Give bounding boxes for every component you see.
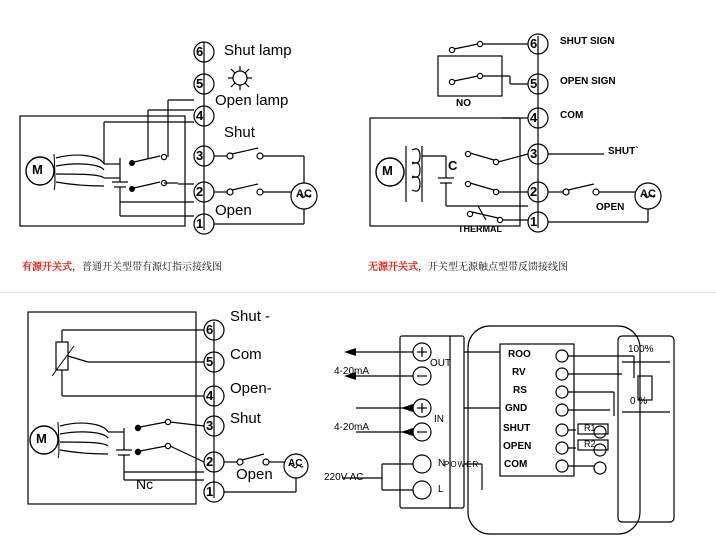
shut-label: SHUT` xyxy=(608,146,639,157)
board-terminal-rs: RS xyxy=(513,385,527,396)
terminal-3: 3 xyxy=(206,418,214,433)
terminal-4: 4 xyxy=(530,110,538,125)
terminal-5: 5 xyxy=(196,76,204,91)
terminal-3: 3 xyxy=(196,148,204,163)
panel-top-left xyxy=(8,6,348,246)
thermal-label: THERMAL xyxy=(458,224,502,234)
shut-minus-label: Shut - xyxy=(230,308,271,325)
ac-label: AC xyxy=(640,188,656,200)
terminal-6: 6 xyxy=(530,36,538,51)
caption-top-right-black: ，开关型无源触点型带反馈接线图 xyxy=(418,262,568,273)
motor-label: M xyxy=(382,163,393,178)
resistor-r1-label: R1 xyxy=(584,423,596,433)
resistor-r2-label: R2 xyxy=(584,439,596,449)
shut-sign-label: SHUT SIGN xyxy=(560,36,615,47)
section-divider xyxy=(0,292,716,293)
board-terminal-gnd: GND xyxy=(505,403,528,414)
com-label: Com xyxy=(230,346,262,363)
out-terminal-label: OUT xyxy=(430,358,452,369)
terminal-1: 1 xyxy=(530,214,538,229)
terminal-6: 6 xyxy=(196,44,204,59)
motor-label: M xyxy=(36,431,47,446)
open-label: Open xyxy=(236,466,273,483)
terminal-1: 1 xyxy=(206,484,214,499)
terminal-5: 5 xyxy=(530,76,538,91)
ac-label: AC xyxy=(288,458,303,469)
shut2-label: Shut xyxy=(230,410,261,427)
panel-bottom-left-svg xyxy=(8,300,338,530)
in-terminal-label: IN xyxy=(434,414,444,425)
terminal-2: 2 xyxy=(530,184,538,199)
terminal-1: 1 xyxy=(196,216,204,231)
shut-label: Shut xyxy=(224,124,255,141)
nc-label: Nc xyxy=(136,476,154,492)
terminal-4: 4 xyxy=(206,388,214,403)
board-terminal-open: OPEN xyxy=(503,441,532,452)
ac-label: AC xyxy=(296,188,312,200)
board-terminal-roo: ROO xyxy=(508,349,531,360)
caption-top-right xyxy=(368,258,568,273)
terminal-5: 5 xyxy=(206,354,214,369)
in-current-label: 4-20mA xyxy=(334,422,370,433)
panel-bottom-left xyxy=(8,300,338,530)
board-terminal-shut: SHUT xyxy=(503,423,531,434)
scale-bottom-label: 0 % xyxy=(630,396,648,407)
l-terminal-label: L xyxy=(438,484,444,495)
open-lamp-label: Open lamp xyxy=(215,92,289,109)
terminal-2: 2 xyxy=(196,184,204,199)
caption-top-left-black: ，普通开关型带有源灯指示接线图 xyxy=(72,262,222,273)
open-minus-label: Open- xyxy=(230,380,272,397)
terminal-3: 3 xyxy=(530,146,538,161)
supply-label: 220V AC xyxy=(324,472,364,483)
no-label: NO xyxy=(456,98,471,109)
panel-top-right xyxy=(360,6,710,246)
shut-lamp-label: Shut lamp xyxy=(224,42,292,59)
caption-top-right-red: 无源开关式 xyxy=(368,262,418,273)
panel-top-left-svg xyxy=(8,6,348,246)
panel-bottom-right xyxy=(322,320,714,540)
caption-top-left xyxy=(22,258,222,273)
com-label: COM xyxy=(560,110,584,121)
board-terminal-com: COM xyxy=(504,459,528,470)
open-sign-label: OPEN SIGN xyxy=(560,76,616,87)
terminal-2: 2 xyxy=(206,454,214,469)
capacitor-label: C xyxy=(448,158,458,173)
power-label: POWER xyxy=(444,460,480,469)
open-label: OPEN xyxy=(596,202,625,213)
terminal-6: 6 xyxy=(206,322,214,337)
n-terminal-label: N xyxy=(438,458,446,469)
terminal-4: 4 xyxy=(196,108,204,123)
board-terminal-rv: RV xyxy=(512,367,526,378)
out-current-label: 4-20mA xyxy=(334,366,370,377)
scale-top-label: 100% xyxy=(628,344,654,355)
caption-top-left-red: 有源开关式 xyxy=(22,262,72,273)
motor-label: M xyxy=(32,162,43,177)
open-label: Open xyxy=(215,202,252,219)
